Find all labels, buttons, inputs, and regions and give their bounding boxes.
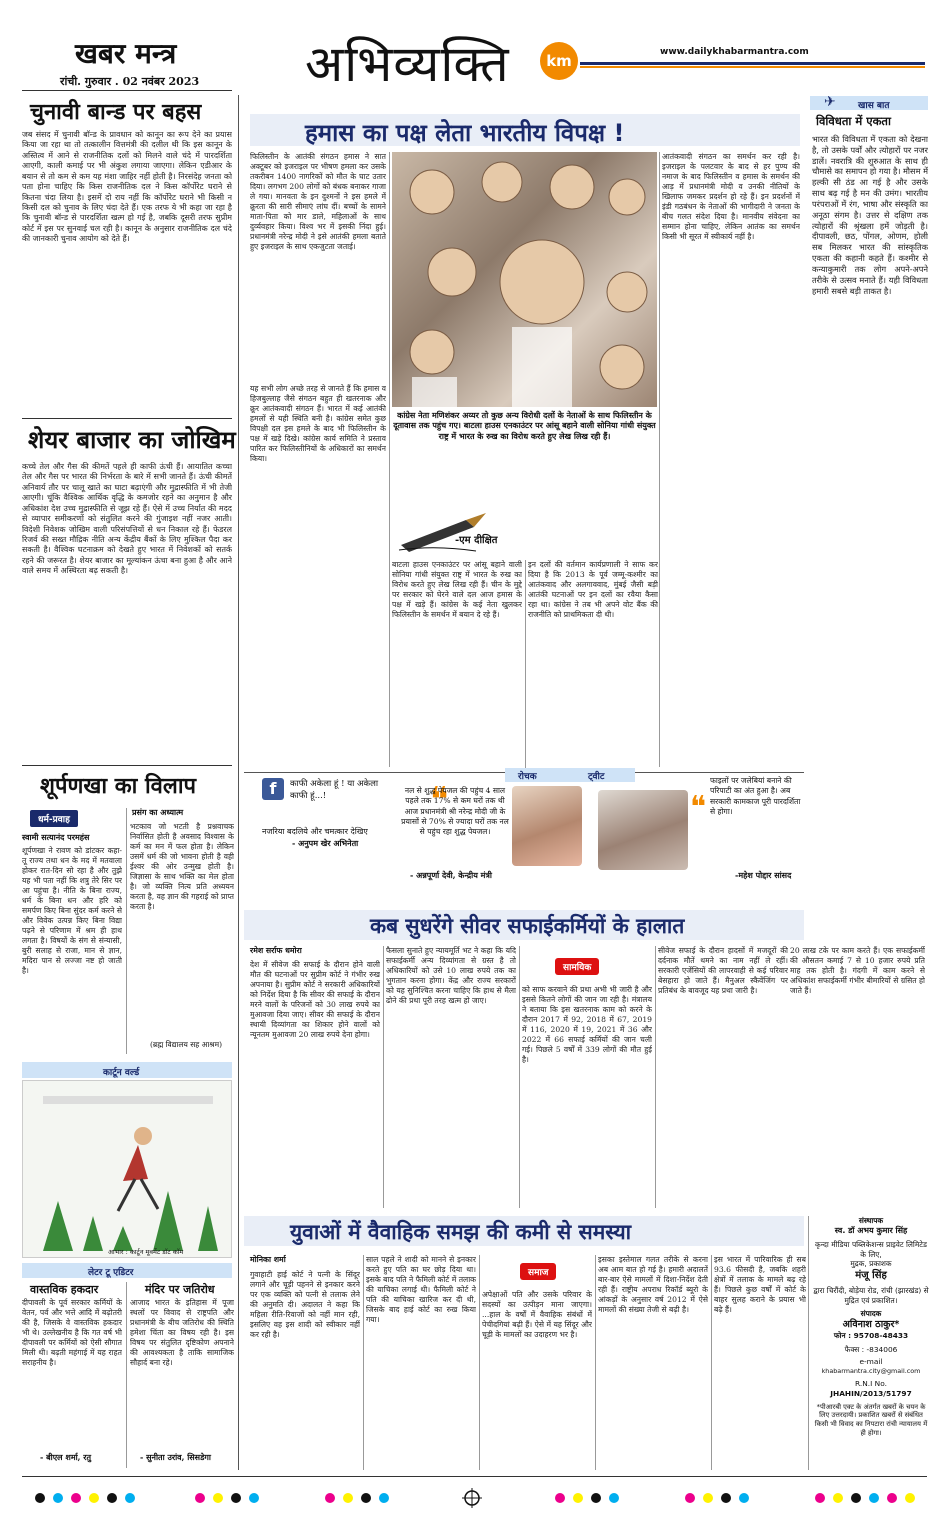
col-divider <box>595 1255 596 1470</box>
sewer-body-2: फैसला सुनाते हुए न्यायमूर्ति भट ने कहा कि यदि सफाईकर्मी अन्य दिव्यांगता से ग्रस्त है तो अधिकारियों को उसे 10 लाख रुपये तक का भुगतान करना होगा। केंद्र और राज्य सरकारों को यह सुनिश्चित करना चाहिए कि हाथ से मैला ढोने की प्रथा पूरी तरह खत्म हो जाए। <box>386 946 516 1006</box>
col-divider <box>525 560 526 768</box>
marriage-body-1: गुवाहाटी हाई कोर्ट ने पत्नी के सिंदूर लगाने और चूड़ी पहनने से इनकार करने पर एक व्यक्ति को पत्नी से तलाक लेने की अनुमति दी। अदालत ने कहा कि महिला रीति-रिवाजों को नहीं मान रही, इसलिए वह इस शादी को स्वीकार नहीं कर रही है। <box>250 1270 360 1340</box>
rni-label: R.N.I No. <box>855 1379 887 1389</box>
dharm-author: स्वामी सत्यानंद परमहंस <box>22 832 90 842</box>
main-divider <box>238 95 239 1470</box>
quote-1-text: नल से शुद्ध पेयजल की पहुंच 4 साल पहले तक 17% से कम घरों तक थी आज प्रधानमंत्री श्री नरेन्द्र मोदी जी के प्रयासों से 70% से ज्यादा घरों तक नल से पहुंच रहा शुद्ध पेयजल। <box>401 786 509 836</box>
paper-name: खबर मन्त्र <box>75 37 177 70</box>
col-divider <box>711 1255 712 1470</box>
letter-2-body: आजाद भारत के इतिहास में पूजा स्थलों पर विवाद से राष्ट्रपति और प्रधानमंत्री के बीच जतिरोध की स्थिति हमेशा चिंता का विषय रही है। इस विषय पर संतुलित दृष्टिकोण अपनाने की आवश्यकता है ताकि सामाजिक सौहार्द बना रहे। <box>130 1298 234 1368</box>
lead-caption: कांग्रेस नेता मणिशंकर अय्यर तो कुछ अन्य विरोधी दलों के नेताओं के साथ फिलिस्तीन के दूतावास तक पहुंच गए। बाटला हाउस एनकाउंटर पर आंसू बहाने वाली सोनिया गांधी संयुक्त राष्ट्र में भारत के रुख का विरोध करते हुए लेख लिख रही हैं। <box>393 410 656 441</box>
founder-label: संस्थापक <box>858 1216 884 1225</box>
col-divider <box>519 946 520 1208</box>
publisher-line-1: कृन्दा मीडिया पब्लिकेशन्स प्राइवेट लिमिटेड के लिए, <box>815 1240 927 1259</box>
pen-icon <box>396 505 496 555</box>
color-registration-marks <box>0 1488 945 1508</box>
fax: फैक्स : -834006 <box>844 1344 898 1354</box>
fb-sub: नजरिया बदलिये और चमत्कार देखिए <box>262 827 368 836</box>
quote-1-mark-icon: ❝ <box>430 780 449 820</box>
registration-strip <box>0 1488 945 1508</box>
editorial-headline-3: शूर्पणखा का विलाप <box>40 773 197 799</box>
publisher-line-2: मुद्रक, प्रकाशक <box>850 1259 892 1269</box>
dharm-pravah-tag: धर्म-प्रवाह <box>30 810 78 827</box>
prasang-body: भटकाव जो भटती है प्रश्नवाचक निर्वासित होती है अवसाद विश्वास के कर्म का मन में फल होता है। लेकिन उसमें धर्म की जो भावना होती है वही ईश्वर की ओर उन्मुख होती है। जिज्ञासा के साथ भक्ति का मेल होता है। जो व्यक्ति नित्य प्रति अध्ययन करता है, वह ज्ञान की गहराई को प्राप्त करता है। <box>130 822 234 912</box>
sewer-body-5: 20 लाख टके पर काम करते हैं। एक सफाईकर्मी की औसतन कमाई 7 से 10 हजार रुपये प्रति माह तक होती है। गंदगी में काम करने से अधिकांश सफाईकर्मी गंभीर बीमारियों से ग्रसित हो जाते हैं। <box>790 946 925 996</box>
sewer-author: रमेश सर्राफ धमोरा <box>250 946 302 955</box>
letter-2-title: मंदिर पर जतिरोध <box>145 1283 215 1296</box>
lead-author: -एम दीक्षित <box>455 535 498 546</box>
dateline: रांची. गुरुवार . 02 नवंबर 2023 <box>60 75 200 88</box>
airplane-icon: ✈ <box>824 94 836 110</box>
website-url[interactable]: www.dailykhabarmantra.com <box>660 47 809 57</box>
phone: फोन : 95708-48433 <box>833 1331 909 1341</box>
masthead <box>0 0 945 93</box>
letter-1-author: - बीएल शर्मा, रतु <box>40 1452 92 1462</box>
col-divider <box>808 1216 809 1470</box>
quote-1-photo <box>512 786 582 866</box>
samaj-tag: समाज <box>520 1263 556 1280</box>
quote-2-author: -महेश पोद्दार सांसद <box>735 870 792 880</box>
email-label: e-mail <box>859 1357 883 1367</box>
footer-rule <box>22 1476 927 1477</box>
legal-note: *पीआरबी एक्ट के अंतर्गत खबरों के चयन के लिए उत्तरदायी। प्रकाशित खबरों से संबंधित किसी भी विवाद का निपटारा रांची न्यायालय में ही होगा। <box>814 1402 928 1438</box>
fb-author: - अनुपम खेर अभिनेता <box>292 838 359 848</box>
sewer-body-4: सीवेज सफाई के दौरान हादसों में मजदूरों की दर्दनाक मौतें थमने का नाम नहीं ले रहीं। सरकारी एजेंसियों की लापरवाही से कई परिवार बेसहारा हो जाते हैं। मैनुअल स्कैवेंजिंग पर प्रतिबंध के बावजूद यह प्रथा जारी है। <box>658 946 788 996</box>
founder-name: स्व. डॉ अभय कुमार सिंह <box>834 1225 908 1235</box>
cartoon-tag: कार्टून वर्ल्ड <box>103 1068 140 1078</box>
prasang-tag: प्रसंग का अध्यात्म <box>132 807 184 817</box>
marriage-body-2: साल पहले ने शादी को मानने से इनकार करते हुए पति का घर छोड़ दिया था। इसके बाद पति ने फैमिली कोर्ट में तलाक की याचिका लगाई थी। फैमिली कोर्ट ने पति की याचिका खारिज कर दी थी, जिसके बाद हाई कोर्ट का रुख किया गया। <box>366 1255 476 1325</box>
marriage-headline: युवाओं में वैवाहिक समझ की कमी से समस्या <box>290 1220 632 1244</box>
pen-illustration <box>396 505 496 555</box>
col-divider <box>389 152 390 767</box>
logo-letter: km <box>546 52 572 70</box>
address: द्वारा चिरौंदी, बोड़ेया रोड, रांची (झारखंड) से मुद्रित एवं प्रकाशित। <box>813 1285 929 1305</box>
prasang-author: (ब्रह्म विद्यालय सह आश्रम) <box>150 1040 223 1049</box>
sewer-body-1: देश में सीवेज की सफाई के दौरान होने वाली मौत की घटनाओं पर सुप्रीम कोर्ट ने गंभीर रुख अपनाया है। सुप्रीम कोर्ट ने सरकारी अधिकारियों को निर्देश दिया है कि सीवर की सफाई के दौरान मरने वालों के परिजनों को 30 लाख रुपये का मुआवजा दिया जाए। सीवर की सफाई के दौरान स्थायी दिव्यांगता का शिकार होने वालों को न्यूनतम मुआवजा 20 लाख रुपये देना होगा। <box>250 960 380 1040</box>
header-rule-orange <box>580 66 925 68</box>
cartoon-drawing <box>23 1081 233 1259</box>
letter-1-body: दीपावली के पूर्व सरकार कर्मियों के वेतन, पर्व और भत्ते आदि में बढ़ोतरी की है, जिसके वे वास्तविक हकदार भी थे। उल्लेखनीय है कि गत वर्ष भी दीपावली पर कर्मियों को ऐसी सौगात मिली थी। बढ़ती महंगाई में यह राहत सराहनीय है। <box>22 1298 122 1368</box>
lead-body-4: बाटला हाउस एनकाउंटर पर आंसू बहाने वाली सोनिया गांधी संयुक्त राष्ट्र में भारत के रुख का विरोध करते हुए लेख लिख रही हैं। चीन के मुद्दे पर सरकार को घेरने वाले दल आज हमास के पक्ष में खड़े हैं। कांग्रेस के कई नेता खुलकर फिलिस्तीन के समर्थन में बयान दे रहे हैं। <box>392 560 522 620</box>
letter-1-title: वास्तविक हकदार <box>30 1283 99 1296</box>
col-divider <box>363 1255 364 1470</box>
marriage-body-3: अपेक्षाओं पति और उसके परिवार के सदस्यों का उत्पीड़न माना जाएगा। ...हाल के वर्षों में वैवाहिक संबंधों में पेचीदगियां बढ़ी हैं। ऐसे में यह सिंदूर और चूड़ी के मामलों का उदाहरण भर है। <box>482 1290 592 1340</box>
rni-number: JHAHIN/2013/51797 <box>830 1388 912 1398</box>
marriage-body-4: इसका इस्तेमाल गलत तरीके से करना अब आम बात हो गई है। हमारी अदालतें बार-बार ऐसे मामलों में दिशा-निर्देश देती रही हैं। राष्ट्रीय अपराध रिकॉर्ड ब्यूरो के आंकड़ों के अनुसार वर्ष 2012 में ऐसे मामलों की संख्या तेजी से बढ़ी है। <box>598 1255 708 1315</box>
editor-label: संपादक <box>860 1309 882 1319</box>
col-divider <box>479 1255 480 1470</box>
editorial-headline-2: शेयर बाजार का जोखिम <box>28 425 236 454</box>
sewer-body-3: को साफ करवाने की प्रथा अभी भी जारी है और इससे कितने लोगों की जान जा रही है। मंत्रालय ने बताया कि इस खतरनाक काम को करने के दौरान 2017 में 92, 2018 में 67, 2019 में 116, 2020 में 19, 2021 में 36 और 2022 में 66 सफाई कर्मियों की जान चली गई। पिछले 5 वर्षों में 339 लोगों की मौत हुई है। <box>522 985 652 1065</box>
editorial-body-1: जब संसद में चुनावी बॉन्ड के प्रावधान को कानून का रूप देने का प्रयास किया जा रहा था तो तत्कालीन वित्तमंत्री की दलील थी कि इस कानून के अस्तित्व में आने से राजनीतिक दलों को मिलने वाले चंदे में पारदर्शिता आएगी, काली कमाई पर भी अंकुश लगाया जाएगा। लेकिन एडीआर के बयान से तो कम से कम यह मंशा जाहिर नहीं होती है। निरसंदेह जनता को पता होना चाहिए कि किस राजनीतिक दल ने किस कॉर्पोरेट घराने से कितना चंदा लिया है। इसमें दो राय नहीं कि कॉर्पोरेट घराने भी किसी न किसी दल को चुनाव के लिए चंदा देते हैं। एक तरफ ये भी कहा जा रहा है कि चुनावी बॉन्ड से पारदर्शिता खत्म हो गई है, जबकि दूसरी तरफ सुप्रीम कोर्ट में इस पर सुनवाई चल रही है। कानून के अनुसार राजनीतिक दल चंदे की जानकारी चुनाव आयोग को देते हैं। <box>22 130 232 244</box>
editorial-body-2: कच्चे तेल और गैस की कीमतें पहले ही काफी ऊंची हैं। आयातित कच्चा तेल और गैस पर भारत की निर्भरता के बारे में सभी जानते हैं। ऊंची कीमतें अनिवार्य तौर पर चालू खाते का घाटा बढ़ाएंगी और मुद्रास्फीति में भी तेजी आएगी। चूंकि वैश्विक आर्थिक वृद्धि के कमजोर रहने का अनुमान है और अधिकांश देश उच्च मुद्रास्फीति से जूझ रहे हैं। ऐसे में उच्च निर्यात की मदद से व्यापार समीकरणों को संतुलित करने की गुंजाइश नहीं नजर आती। विदेशी निवेशक जोखिम वाली परिसंपत्तियों से धन निकाल रहे हैं। फेडरल रिजर्व की सख्त मौद्रिक नीति अन्य केंद्रीय बैंकों के लिए मुश्किल पैदा कर सकती है। वैश्विक घटनाक्रम को देखते हुए भारत में निवेशकों को सतर्क रहने की जरूरत है। शेयर बाजार का मूल्यांकन ऊंचा बना हुआ है और आने वाले समय में अस्थिरता बढ़ सकती है। <box>22 462 232 576</box>
quote-1-author: - अन्नपूर्णा देवी, केन्द्रीय मंत्री <box>410 870 492 880</box>
letter-2-author: - सुनीता उरांव, सिसडेगा <box>140 1452 211 1462</box>
leader-faces <box>392 152 657 407</box>
khaas-baat-tag: खास बात <box>858 101 890 111</box>
col-divider <box>655 946 656 1208</box>
facebook-icon: f <box>262 778 284 800</box>
marriage-author: मोनिका शर्मा <box>250 1255 286 1264</box>
dharm-body: शूर्पणखा ने रावण को डांटकर कहा- तू राज्य तथा धन के मद में मतवाला होकर रात-दिन सो रहा है और तुझे यह भी पता नहीं कि शत्रु तेरे सिर पर आ पहुंचा है। नीति के बिना राज्य, धर्म के बिना धन और हरि को समर्पण किए बिना सुंदर कर्म करने से और विवेक उत्पन्न किए बिना विद्या पढ़ने से परिणाम में श्रम ही हाथ लगता है। विषयों के संग से संन्यासी, बुरी सलाह से राजा, मान से ज्ञान, मदिरा पान से लज्जा नष्ट हो जाती है। <box>22 846 122 976</box>
divider <box>22 418 232 419</box>
quote-2-photo <box>598 790 688 870</box>
header-rule <box>580 62 925 65</box>
lead-body-2: यह सभी लोग अच्छे तरह से जानते हैं कि हमास व हिजबुल्लाह जैसे संगठन बहुत ही खतरनाक और क्रूर आतंकवादी संगठन हैं। भारत में कई आतंकी हमलों से यही स्थिति बनी है। कांग्रेस समेत कुछ विपक्षी दल इस हमले के बाद भी फिलिस्तीन के पक्ष में खड़े दिखे। कांग्रेस कार्य समिति ने प्रस्ताव पारित कर फिलिस्तीनियों के अधिकारों का समर्थन किया। <box>250 384 386 464</box>
logo <box>540 42 578 80</box>
vividhata-title: विविधता में एकता <box>816 114 891 128</box>
lead-headline: हमास का पक्ष लेता भारतीय विपक्ष ! <box>305 119 625 147</box>
imprint-box <box>812 1216 930 1470</box>
vividhata-body: भारत की विविधता में एकता को देखना है, तो उसके पर्वों और त्योहारों पर नजर डालें। नवरात्रि की शुरुआत के साथ ही चौमासे का समापन हो गया है। मौसम में हल्की सी ठंड आ गई है और उसके साथ बढ़ गई है मन की उमंग। भारतीय परंपराओं में रंग, भाषा और संस्कृति का अनूठा संगम है। उत्तर से दक्षिण तक त्योहारों की श्रृंखला हमें जोड़ती है। दीपावली, छठ, पोंगल, ओणम, होली सब मिलकर भारत की सांस्कृतिक एकता की कहानी कहते हैं। कश्मीर से कन्याकुमारी तक लोग अपने-अपने तरीके से उत्सव मनाते हैं। यही विविधता हमारी सबसे बड़ी ताकत है। <box>812 134 928 296</box>
quote-tag-left: रोचक <box>518 772 537 782</box>
publisher-name: मंजू सिंह <box>855 1269 887 1281</box>
lead-body-1: फिलिस्तीन के आतंकी संगठन हमास ने सात अक्टूबर को इजराइल पर भीषण हमला कर उसके तकरीबन 1400 नागरिकों को मौत के घाट उतार दिया। लगभग 200 लोगों को बंधक बनाकर गाजा ले गया। मानवता के इन दुश्मनों ने इस हमले में क्रूरता की सारी सीमाएं लांघ दीं। बच्चों के सामने माता-पिता को मार डाले, महिलाओं के साथ दुर्व्यवहार किया। विश्व भर में इसकी निंदा हुई। प्रधानमंत्री नरेन्द्र मोदी ने इसे आतंकी हमला बताते हुए इजराइल के साथ एकजुटता जताई। <box>250 152 386 252</box>
col-divider <box>126 1282 127 1468</box>
section-title: अभिव्यक्ति <box>305 35 510 93</box>
quote-2-mark-icon: ❝ <box>690 790 707 825</box>
letter-tag: लेटर टू एडिटर <box>88 1268 134 1278</box>
email-link[interactable]: khabarmantra.city@gmail.com <box>821 1366 921 1375</box>
editor-name: अविनाश ठाकुर* <box>842 1318 900 1330</box>
cartoon-caption: आभार : कार्टून मूवमेंट डॉट कॉम <box>108 1248 184 1256</box>
sewer-headline: कब सुधरेंगे सीवर सफाईकर्मियों के हालात <box>370 914 685 938</box>
lead-body-5: इन दलों की वर्तमान कार्यप्रणाली ने साफ कर दिया है कि 2013 के पूर्व जम्मू-कश्मीर का आतंकवाद और अलगाववाद, मुंबई जैसी बड़ी आतंकी घटनाओं पर इन दलों का रवैया कैसा रहा था। कांग्रेस ने तब भी अपने वोट बैंक की राजनीति को प्राथमिकता दी थी। <box>528 560 658 620</box>
col-divider <box>383 946 384 1208</box>
marriage-body-5: इस भारत में पारिवारिक ही सब 93.6 फीसदी है, जबकि शहरी क्षेत्रों में तलाक के मामले बढ़ रहे हैं। पिछले कुछ वर्षों में कोर्ट के बाहर सुलह कराने के प्रयास भी बढ़े हैं। <box>714 1255 806 1315</box>
cartoon-image <box>22 1080 232 1258</box>
samayik-tag: सामयिक <box>555 958 599 975</box>
quote-tag-right: ट्वीट <box>588 772 605 782</box>
lead-photo-collage <box>392 152 657 407</box>
quote-2-text: फाइलों पर जलेबियां बनाने की परिपाटी का अंत हुआ है। अब सरकारी कामकाज पूरी पारदर्शिता से होगा। <box>710 776 801 816</box>
col-divider <box>659 152 660 767</box>
fb-quote: काफी अकेला हूं ! या अकेला काफी हूं...! <box>290 779 379 802</box>
divider <box>22 765 232 766</box>
col-divider <box>126 808 127 1054</box>
header-bottom-rule <box>22 90 232 91</box>
editorial-headline-1: चुनावी बान्ड पर बहस <box>30 99 202 125</box>
lead-body-3: आतंकवादी संगठन का समर्थन कर रही है। इजराइल के पलटवार के बाद से हर पुण्य की नमाज के बाद फिलिस्तीन व हमास के समर्थन की आड़ में प्रधानमंत्री मोदी व उनकी नीतियों के खिलाफ जमकर प्रदर्शन हो रहे हैं। इन प्रदर्शनों में इंडी गठबंधन के नेताओं की भागीदारी ने जनता के बीच गलत संदेश दिया है। मानवीय संवेदना का सम्मान होना चाहिए, लेकिन आतंक का समर्थन किसी भी सूरत में स्वीकार्य नहीं है। <box>662 152 800 242</box>
